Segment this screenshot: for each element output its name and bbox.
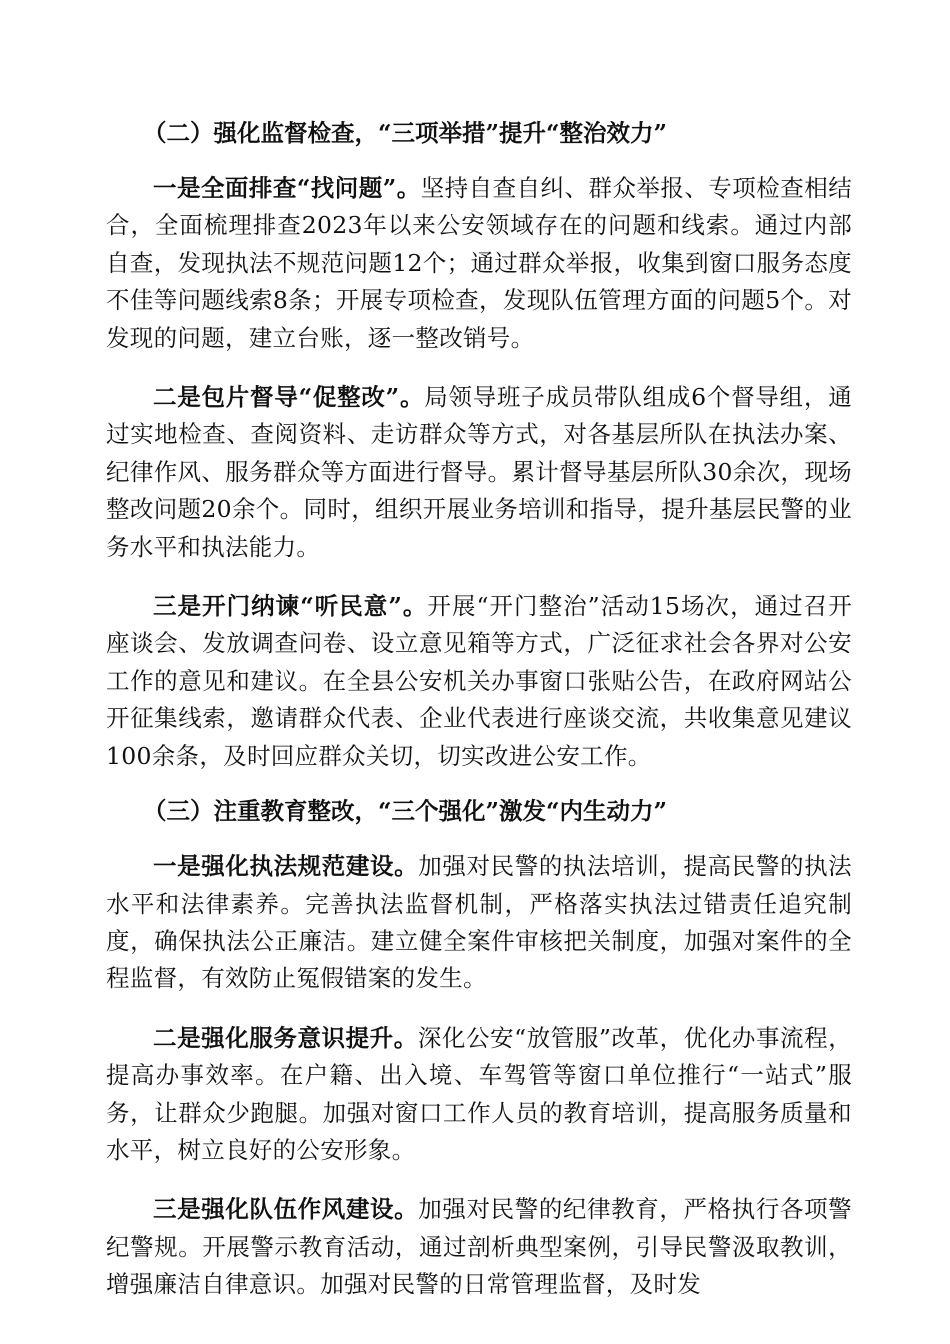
section-heading-3: （三）注重教育整改，“三个强化”激发“内生动力” [143, 797, 668, 826]
paragraph-body: 开展“开门整治”活动15场次，通过召开座谈会、发放调查问卷、设立意见箱等方式，广泛征求社会各界对公安工作的意见和建议。在全县公安机关办事窗口张贴公告，在政府网站公开征集线索，邀请群众代表、企业代表进行座谈交流，共收集意见建议100余条，及时回应群众关切，切实改进公安工作。 [106, 592, 852, 770]
paragraph-service [106, 1020, 852, 1170]
paragraph-body: 坚持自查自纠、群众举报、专项检查相结合，全面梳理排查2023年以来公安领域存在的问题和线索。通过内部自查，发现执法不规范问题12个；通过群众举报，收集到窗口服务态度不佳等问题线索8条；开展专项检查，发现队伍管理方面的问题5个。对发现的问题，建立台账，逐一整改销号。 [106, 174, 852, 352]
paragraph-investigation [106, 170, 852, 357]
paragraph-supervision [106, 379, 852, 566]
paragraph-public-opinion [106, 588, 852, 775]
paragraph-law-enforcement [106, 848, 852, 998]
document-page [106, 113, 852, 1304]
paragraph-discipline [106, 1191, 852, 1303]
paragraph-body: 深化公安“放管服”改革，优化办事流程，提高办事效率。在户籍、出入境、车驾管等窗口单位推行“一站式”服务，让群众少跑腿。加强对窗口工作人员的教育培训，提高服务质量和水平，树立良好的公安形象。 [106, 1023, 852, 1164]
paragraph-lead: 三是开门纳谏“听民意”。 [153, 592, 428, 621]
paragraph-lead: 二是强化服务意识提升。 [153, 1023, 418, 1052]
paragraph-body: 局领导班子成员带队组成6个督导组，通过实地检查、查阅资料、走访群众等方式，对各基层所队在执法办案、纪律作风、服务群众等方面进行督导。累计督导基层所队30余次，现场整改问题20余个。同时，组织开展业务培训和指导，提升基层民警的业务水平和执法能力。 [106, 383, 852, 561]
section-heading-2: （二）强化监督检查，“三项举措”提升“整治效力” [143, 119, 668, 147]
paragraph-body: 加强对民警的纪律教育，严格执行各项警纪警规。开展警示教育活动，通过剖析典型案例，引导民警汲取教训，增强廉洁自律意识。加强对民警的日常管理监督，及时发 [106, 1195, 852, 1299]
paragraph-lead: 三是强化队伍作风建设。 [153, 1195, 419, 1224]
paragraph-lead: 一是全面排查“找问题”。 [153, 174, 421, 202]
paragraph-body: 加强对民警的执法培训，提高民警的执法水平和法律素养。完善执法监督机制，严格落实执法过错责任追究制度，确保执法公正廉洁。建立健全案件审核把关制度，加强对案件的全程监督，有效防止冤假错案的发生。 [106, 852, 852, 993]
paragraph-lead: 二是包片督导“促整改”。 [153, 383, 425, 412]
paragraph-lead: 一是强化执法规范建设。 [153, 852, 419, 881]
